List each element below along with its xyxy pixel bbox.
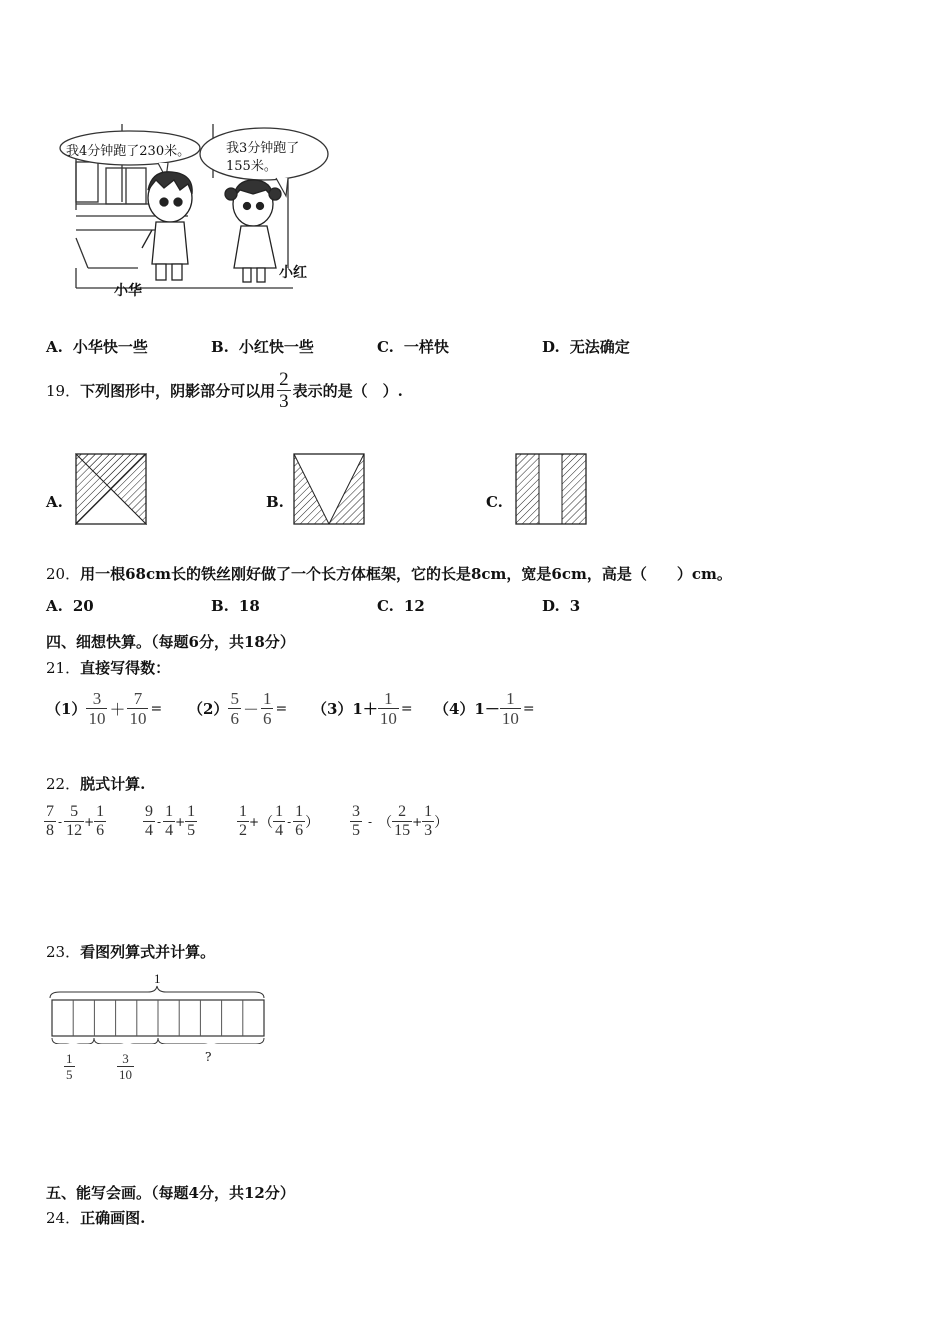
- q22-expression-1: $\frac{7}{8}$ - $\frac{5}{12}$ + $\frac{1}{6}$: [46, 803, 105, 839]
- q19-fraction: $\frac{2}{3}$: [279, 369, 289, 412]
- q21-item-1: （1） $\frac{3}{10}$ ＋ $\frac{7}{10}$ =: [46, 689, 163, 728]
- q22-expression-3: $\frac{1}{2}$ + （ $\frac{1}{4}$ - $\frac{1}{6}$ ）: [239, 803, 320, 839]
- name-girl: 小红: [279, 265, 307, 281]
- q22-expression-2: $\frac{9}{4}$ - $\frac{1}{4}$ + $\frac{1}{5}$: [145, 803, 196, 839]
- q23-segment-2: $\frac{3}{10}$: [119, 1051, 132, 1082]
- q19-label-c: C.: [486, 493, 503, 511]
- q19-figure-b[interactable]: [293, 453, 365, 525]
- q24-question: 24． 正确画图.: [46, 1209, 146, 1227]
- bubble-right-text-1: 我3分钟跑了: [226, 141, 300, 156]
- bubble-left-text: 我4分钟跑了230米。: [66, 144, 191, 159]
- q20-option-b[interactable]: B. 18: [211, 597, 260, 615]
- q21-item-2: （2） $\frac{5}{6}$ － $\frac{1}{6}$ =: [188, 689, 288, 728]
- q18-option-a[interactable]: A. 小华快一些: [46, 338, 148, 356]
- q19-figure-a[interactable]: [75, 453, 147, 525]
- name-boy: 小华: [114, 283, 142, 299]
- q18-option-c[interactable]: C. 一样快: [377, 338, 449, 356]
- q23-segment-1: $\frac{1}{5}$: [66, 1051, 73, 1082]
- q19-figure-c[interactable]: [515, 453, 587, 525]
- q19-label-b: B.: [266, 493, 284, 511]
- q20-question: 20． 用一根68cm长的铁丝刚好做了一个长方体框架，它的长是8cm，宽是6cm，高是（ ）cm。: [46, 565, 732, 583]
- q23-segment-3: ?: [205, 1050, 212, 1064]
- q23-top-label: 1: [154, 971, 161, 986]
- q18-option-b[interactable]: B. 小红快一些: [211, 338, 314, 356]
- q23-strip-diagram: [48, 984, 270, 1044]
- q19-question: 19． 下列图形中，阴影部分可以用 $\frac{2}{3}$ 表示的是（ ）.: [46, 369, 403, 412]
- q21-item-3: （3）1＋ $\frac{1}{10}$ =: [312, 689, 413, 728]
- q20-option-d[interactable]: D. 3: [542, 597, 581, 615]
- q18-option-d[interactable]: D. 无法确定: [542, 338, 630, 356]
- q20-option-c[interactable]: C. 12: [377, 597, 425, 615]
- q19-label-a: A.: [46, 493, 63, 511]
- q22-expression-4: $\frac{3}{5}$ - （ $\frac{2}{15}$ + $\frac{1}{3}$ ）: [352, 803, 449, 839]
- q20-option-a[interactable]: A. 20: [46, 597, 94, 615]
- q23-question: 23． 看图列算式并计算。: [46, 943, 216, 961]
- q21-item-4: （4）1－ $\frac{1}{10}$ =: [434, 689, 535, 728]
- section4-title: 四、细想快算。（每题6分，共18分）: [46, 633, 295, 651]
- section5-title: 五、能写会画。（每题4分，共12分）: [46, 1184, 295, 1202]
- bubble-right-text-2: 155米。: [226, 159, 277, 174]
- q22-question: 22． 脱式计算.: [46, 775, 146, 793]
- q21-question: 21． 直接写得数：: [46, 659, 171, 677]
